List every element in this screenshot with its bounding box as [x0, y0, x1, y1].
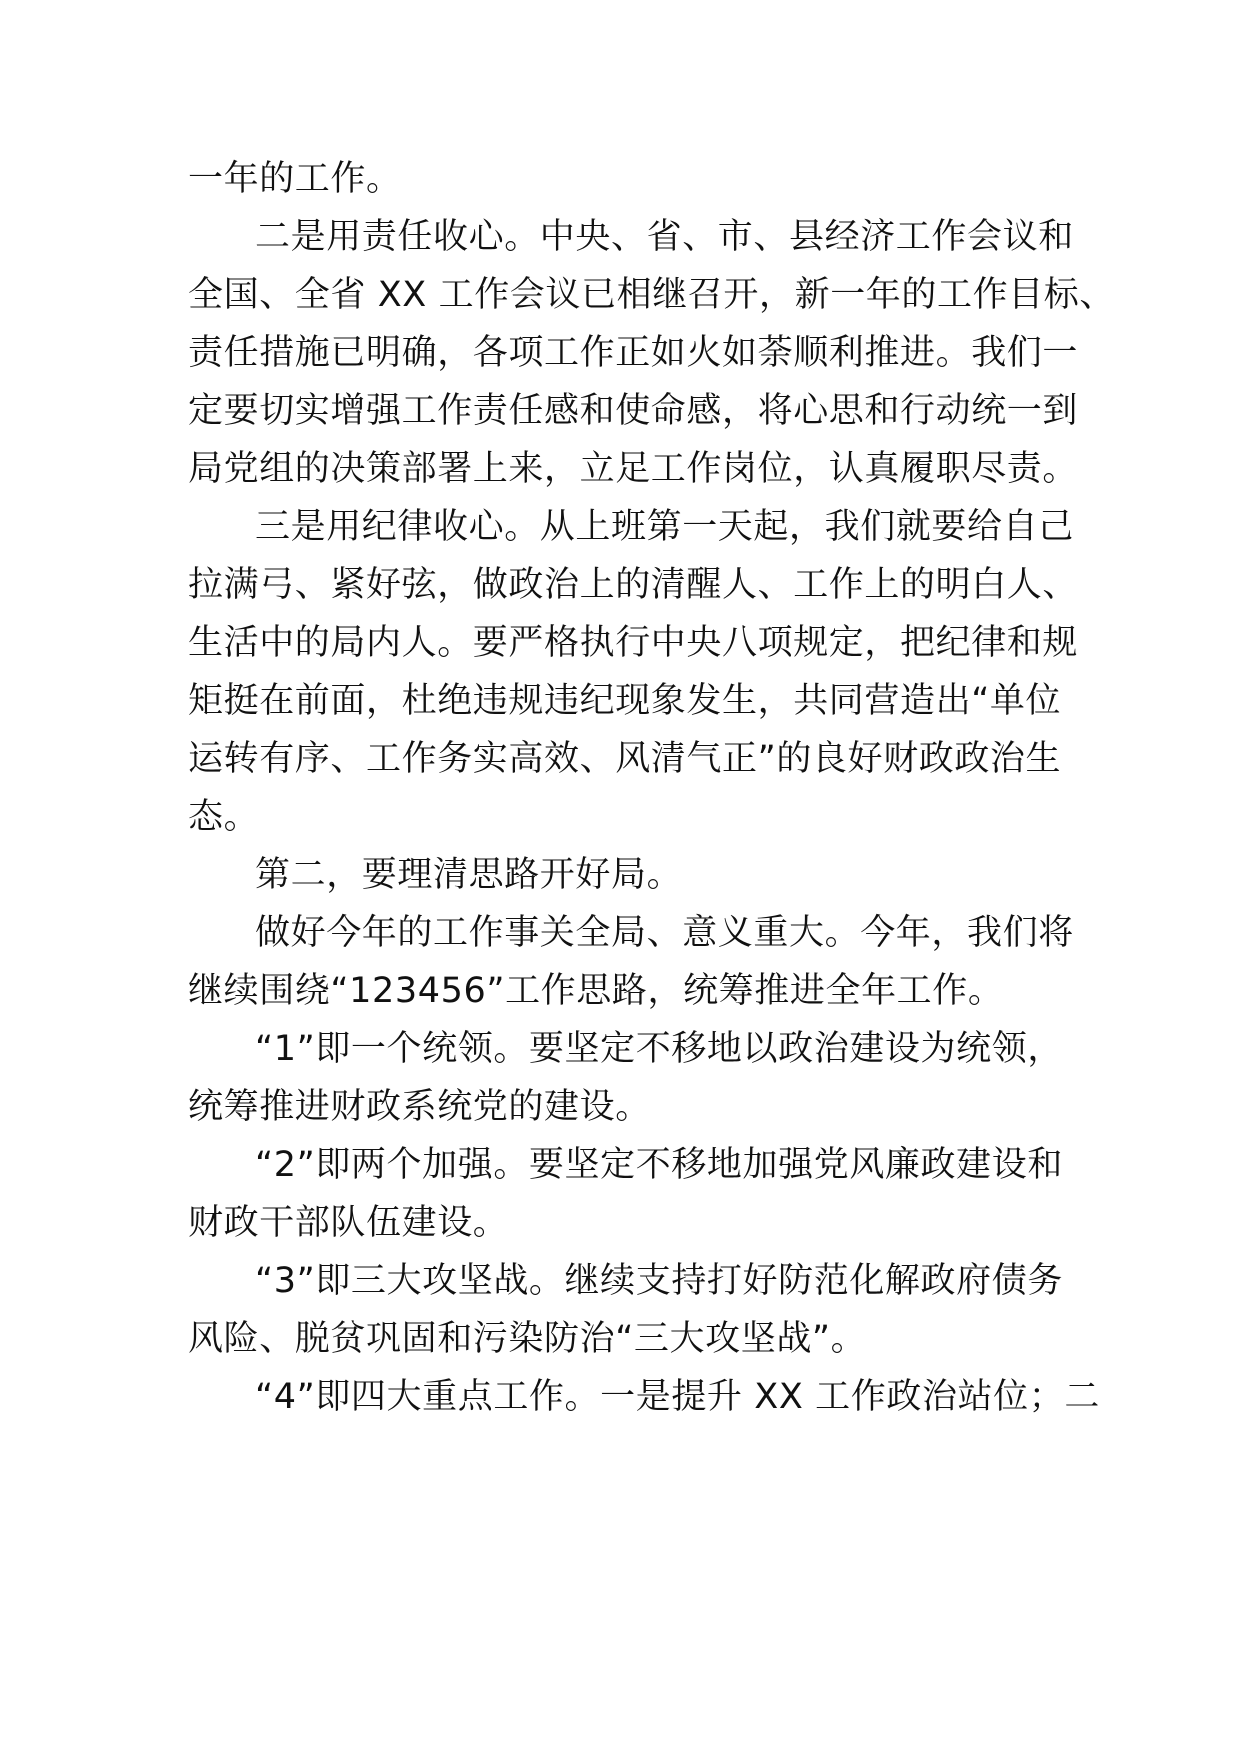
paragraph-start-line: “3”即三大攻坚战。继续支持打好防范化解政府债务 [255, 1261, 1063, 1301]
paragraph-start-line: 二是用责任收心。中央、省、市、县经济工作会议和 [255, 217, 1074, 257]
section-heading: 第二，要理清思路开好局。 [255, 855, 683, 895]
paragraph-start-line: “1”即一个统领。要坚定不移地以政治建设为统领， [255, 1029, 1063, 1069]
text-line: 继续围绕“123456”工作思路，统筹推进全年工作。 [188, 971, 1004, 1011]
text-line: 责任措施已明确，各项工作正如火如荼顺利推进。我们一 [188, 333, 1079, 373]
paragraph-start-line: “4”即四大重点工作。一是提升 XX 工作政治站位；二 [255, 1377, 1100, 1417]
text-line: 风险、脱贫巩固和污染防治“三大攻坚战”。 [188, 1319, 867, 1359]
text-line: 矩挺在前面，杜绝违规违纪现象发生，共同营造出“单位 [188, 681, 1062, 721]
paragraph-start-line: 三是用纪律收心。从上班第一天起，我们就要给自己 [255, 507, 1074, 547]
text-line: 态。 [188, 797, 260, 837]
paragraph-start-line: “2”即两个加强。要坚定不移地加强党风廉政建设和 [255, 1145, 1063, 1185]
text-line: 局党组的决策部署上来，立足工作岗位，认真履职尽责。 [188, 449, 1079, 489]
text-line: 拉满弓、紧好弦，做政治上的清醒人、工作上的明白人、 [188, 565, 1079, 605]
text-line: 运转有序、工作务实高效、风清气正”的良好财政政治生 [188, 739, 1062, 779]
paragraph-start-line: 做好今年的工作事关全局、意义重大。今年，我们将 [255, 913, 1074, 953]
text-line: 定要切实增强工作责任感和使命感，将心思和行动统一到 [188, 391, 1079, 431]
text-line: 统筹推进财政系统党的建设。 [188, 1087, 651, 1127]
text-line: 财政干部队伍建设。 [188, 1203, 509, 1243]
text-line: 一年的工作。 [188, 159, 402, 199]
text-line: 全国、全省 XX 工作会议已相继召开，新一年的工作目标、 [188, 275, 1116, 315]
text-line: 生活中的局内人。要严格执行中央八项规定，把纪律和规 [188, 623, 1079, 663]
